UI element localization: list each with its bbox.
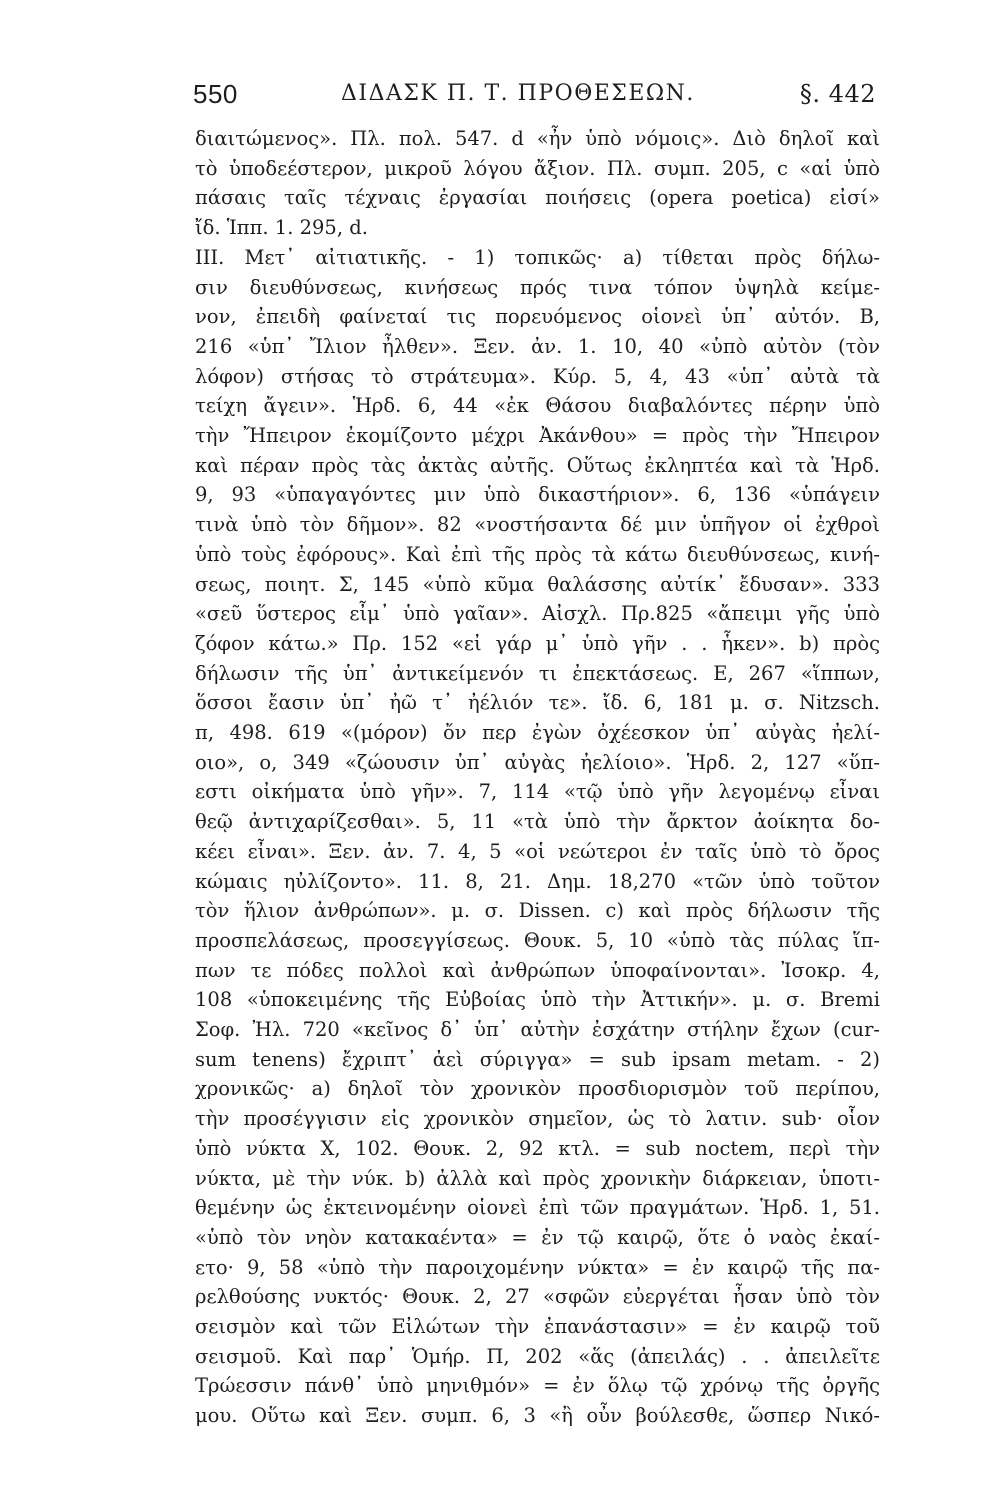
text-line: ὅσσοι ἔασιν ὑπ᾽ ἠῶ τ᾽ ἠέλιόν τε». ἴδ. 6, 181 μ. σ. Nitzsch.	[195, 691, 880, 715]
text-line: εστι οἰκήματα ὑπὸ γῆν». 7, 114 «τῷ ὑπὸ γῆν λεγομένῳ εἶναι	[195, 780, 880, 804]
text-line: Τρώεσσιν πάνθ᾽ ὑπὸ μηνιθμόν» = ἐν ὅλῳ τῷ χρόνῳ τῆς ὀργῆς	[195, 1374, 880, 1398]
running-header	[193, 72, 876, 116]
text-line: Σοφ. Ἠλ. 720 «κεῖνος δ᾽ ὑπ᾽ αὐτὴν ἐσχάτην στήλην ἔχων (cur-	[195, 1018, 880, 1041]
text-line: θεῷ ἀντιχαρίζεσθαι». 5, 11 «τὰ ὑπὸ τὴν ἄρκτον ἀοίκητα δο-	[195, 810, 880, 834]
text-line: ἴδ. Ἱππ. 1. 295, d.	[195, 216, 368, 240]
text-line: sum tenens) ἔχριπτ᾽ ἀεὶ σύριγγα» = sub ipsam metam. - 2)	[195, 1047, 880, 1071]
text-line: σεως, ποιητ. Σ, 145 «ὑπὸ κῦμα θαλάσσης αὐτίκ᾽ ἔδυσαν». 333	[195, 572, 880, 596]
text-line: μου. Οὕτω καὶ Ξεν. συμπ. 6, 3 «ἢ οὖν βούλεσθε, ὥσπερ Νικό-	[195, 1404, 880, 1428]
text-line: σεισμὸν καὶ τῶν Εἰλώτων τὴν ἐπανάστασιν» = ἐν καιρῷ τοῦ	[195, 1315, 880, 1338]
text-line: λόφον) στήσας τὸ στράτευμα». Κύρ. 5, 4, 43 «ὑπ᾽ αὐτὰ τὰ	[195, 364, 880, 388]
text-line: πων τε πόδες πολλοὶ καὶ ἀνθρώπων ὑποφαίνονται». Ἰσοκρ. 4,	[195, 958, 880, 982]
body-text	[195, 122, 880, 1462]
text-line: οιο», ο, 349 «ζώουσιν ὑπ᾽ αὐγὰς ἠελίοιο». Ἡρδ. 2, 127 «ὕπ-	[195, 750, 880, 774]
text-line: νον, ἐπειδὴ φαίνεταί τις πορευόμενος οἱονεὶ ὑπ᾽ αὐτόν. B,	[195, 305, 880, 329]
text-line: διαιτώμενος». Πλ. πολ. 547. d «ἦν ὑπὸ νόμοις». Διὸ δηλοῖ καὶ	[195, 127, 880, 150]
text-line: τὴν προσέγγισιν εἰς χρονικὸν σημεῖον, ὡς τὸ λατιν. sub· οἷον	[195, 1107, 880, 1131]
text-line: ζόφον κάτω.» Πρ. 152 «εἰ γάρ μ᾽ ὑπὸ γῆν . . ἧκεν». b) πρὸς	[195, 631, 880, 655]
text-line: τείχη ἄγειν». Ἡρδ. 6, 44 «ἐκ Θάσου διαβαλόντες πέρην ὑπὸ	[195, 394, 880, 418]
text-line: κέει εἶναι». Ξεν. ἀν. 7. 4, 5 «οἱ νεώτεροι ἐν ταῖς ὑπὸ τὸ ὄρος	[195, 839, 880, 863]
text-line: νύκτα, μὲ τὴν νύκ. b) ἀλλὰ καὶ πρὸς χρονικὴν διάρκειαν, ὑποτι-	[195, 1166, 880, 1190]
text-line: δήλωσιν τῆς ὑπ᾽ ἀντικείμενόν τι ἐπεκτάσεως. Ε, 267 «ἵππων,	[195, 661, 880, 685]
text-line: θεμένην ὡς ἐκτεινομένην οἱονεὶ ἐπὶ τῶν πραγμάτων. Ἡρδ. 1, 51.	[195, 1196, 880, 1220]
text-line: προσπελάσεως, προσεγγίσεως. Θουκ. 5, 10 «ὑπὸ τὰς πύλας ἵπ-	[195, 928, 880, 952]
text-line: τὸν ἥλιον ἀνθρώπων». μ. σ. Dissen. c) καὶ πρὸς δήλωσιν τῆς	[195, 899, 880, 923]
text-line: ρελθούσης νυκτός· Θουκ. 2, 27 «σφῶν εὐεργέται ἦσαν ὑπὸ τὸν	[195, 1285, 880, 1309]
text-line: 9, 93 «ὑπαγαγόντες μιν ὑπὸ δικαστήριον». 6, 136 «ὑπάγειν	[195, 483, 880, 507]
text-line: ὑπὸ τοὺς ἐφόρους». Καὶ ἐπὶ τῆς πρὸς τὰ κάτω διευθύνσεως, κινή-	[195, 542, 880, 566]
text-line: τὴν Ἤπειρον ἐκομίζοντο μέχρι Ἀκάνθου» = πρὸς τὴν Ἤπειρον	[195, 424, 880, 447]
text-line: «σεῦ ὕστερος εἶμ᾽ ὑπὸ γαῖαν». Αἰσχλ. Πρ.825 «ἄπειμι γῆς ὑπὸ	[195, 602, 880, 626]
section-number: §. 442	[799, 80, 876, 108]
page-number: 550	[193, 79, 238, 109]
text-line: π, 498. 619 «(μόρον) ὄν περ ἐγὼν ὀχέεσκον ὑπ᾽ αὐγὰς ἠελί-	[195, 721, 880, 744]
text-line: πάσαις ταῖς τέχναις ἐργασίαι ποιήσεις (opera poetica) εἰσί»	[195, 186, 880, 210]
text-line: καὶ πέραν πρὸς τὰς ἀκτὰς αὐτῆς. Οὕτως ἐκληπτέα καὶ τὰ Ἡρδ.	[195, 453, 880, 477]
header-title: ΔΙΔΑΣΚ Π. Τ. ΠΡΟΘΕΣΕΩΝ.	[341, 81, 695, 106]
text-line: τινὰ ὑπὸ τὸν δῆμον». 82 «νοστήσαντα δέ μιν ὑπῆγον οἱ ἐχθροὶ	[195, 513, 880, 537]
text-line: χρονικῶς· a) δηλοῖ τὸν χρονικὸν προσδιορισμὸν τοῦ περίπου,	[195, 1077, 880, 1101]
text-line: κώμαις ηὐλίζοντο». 11. 8, 21. Δημ. 18,270 «τῶν ὑπὸ τοῦτον	[195, 869, 880, 893]
text-line: σιν διευθύνσεως, κινήσεως πρός τινα τόπον ὑψηλὰ κείμε-	[195, 275, 880, 299]
text-line: III. Μετ᾽ αἰτιατικῆς. - 1) τοπικῶς· a) τίθεται πρὸς δήλω-	[195, 245, 880, 269]
text-line: σεισμοῦ. Καὶ παρ᾽ Ὁμήρ. Π, 202 «ἅς (ἀπειλάς) . . ἀπειλεῖτε	[195, 1344, 880, 1368]
text-line: τὸ ὑποδεέστερον, μικροῦ λόγου ἄξιον. Πλ. συμπ. 205, c «αἱ ὑπὸ	[195, 156, 880, 180]
text-line: 216 «ὑπ᾽ Ἴλιον ἦλθεν». Ξεν. ἀν. 1. 10, 40 «ὑπὸ αὐτὸν (τὸν	[195, 334, 880, 358]
text-line: ὑπὸ νύκτα Χ, 102. Θουκ. 2, 92 κτλ. = sub noctem, περὶ τὴν	[195, 1136, 880, 1160]
text-line: «ὑπὸ τὸν νηὸν κατακαέντα» = ἐν τῷ καιρῷ, ὅτε ὁ ναὸς ἐκαί-	[195, 1225, 880, 1249]
text-line: 108 «ὑποκειμένης τῆς Εὐβοίας ὑπὸ τὴν Ἀττικήν». μ. σ. Bremi	[195, 988, 880, 1012]
text-line: ετο· 9, 58 «ὑπὸ τὴν παροιχομένην νύκτα» = ἐν καιρῷ τῆς πα-	[195, 1255, 880, 1279]
